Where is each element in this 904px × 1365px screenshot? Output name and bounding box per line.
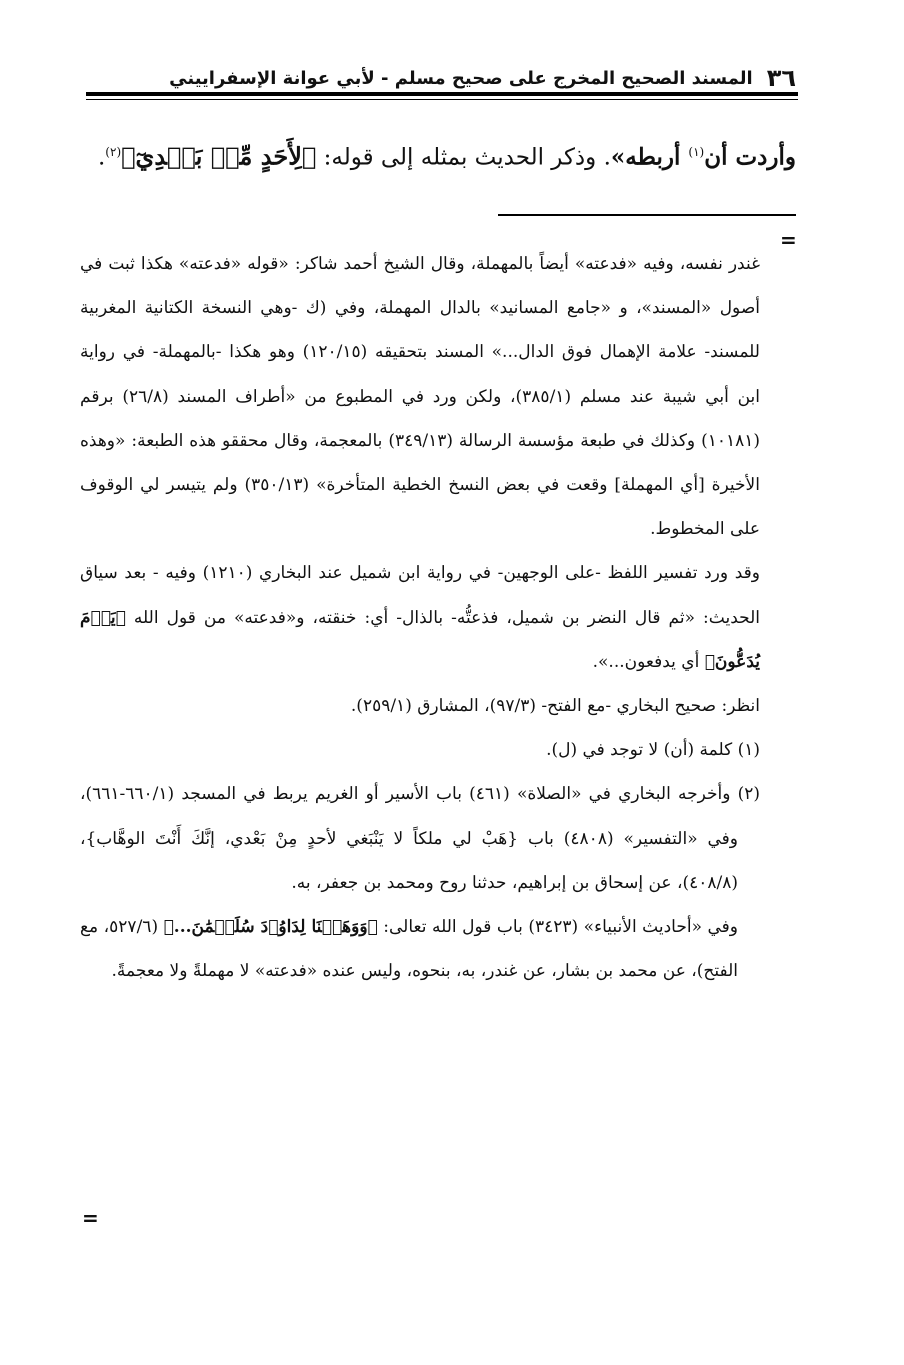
footnote-ref-2: (٢) [105,145,122,159]
quran-verse-inline: ﴿وَوَهَبۡنَا لِدَاوُۥدَ سُلَيۡمَٰنَ...﴾ [163,917,378,938]
continuation-mark-top: = [780,228,797,252]
main-text-opening: وأردت أن [704,143,796,171]
continuation-mark-bottom: = [82,1206,99,1230]
header-rule-thick [86,92,798,96]
main-text [88,124,796,186]
quran-verse-inline: ﴿يَوۡمَ يُدَعُّونَ﴾ [80,607,760,672]
footnote-text: وقد ورد تفسير اللفظ -على الوجهين- في رواية ابن شميل عند البخاري (١٢١٠) وفيه - بعد سياق الحديث: «ثم قال النضر بن شميل، فذعتُّه- بالذال- أي: خنقته، و«فدعته» من قول الله [80,563,761,628]
main-text-body: . وذكر الحديث بمثله إلى قوله: [316,144,611,171]
footnote-2-para-2 [80,905,760,993]
page-header [150,60,796,96]
main-text-period: . [97,144,106,171]
page-number: ٣٦ [766,64,796,92]
header-rule-thin [86,99,798,100]
footnotes [80,242,760,993]
footnote-text: أي يدفعون...». [592,651,705,672]
quran-verse: ﴿لِأَحَدٍ مِّنۢ بَعۡدِيٓ﴾ [121,141,317,171]
footnote-ref-1: (١) [688,145,705,159]
main-text-opening-end: أربطه» [610,143,689,171]
footnote-continuation-para-3: انظر: صحيح البخاري -مع الفتح- (٩٧/٣)، المشارق (٢٥٩/١). [350,696,760,717]
footnote-continuation-para-2 [80,551,760,684]
footnote-1: (١) كلمة (أن) لا توجد في (ل). [546,740,760,761]
footnote-text: (٥٢٧/٦، مع الفتح)، عن محمد بن بشار، عن غندر، به، بنحوه، وليس عنده «فدعته» لا مهملةً ولا معجمةً. [80,917,738,982]
footnote-separator [498,214,796,216]
running-title: المسند الصحيح المخرج على صحيح مسلم - لأبي عوانة الإسفراييني [169,67,753,89]
footnote-2: (٢) وأخرجه البخاري في «الصلاة» (٤٦١) باب الأسير أو الغريم يربط في المسجد (٦٦٠/١-٦٦١)، وفي «التفسير» (٤٨٠٨) باب {هَبْ لي ملكاً لا يَنْبَغي لأحدٍ مِنْ بَعْدي، إنَّكَ أَنْتَ الوهَّاب}، (٤٠٨/٨)، عن إسحاق بن إبراهيم، حدثنا روح ومحمد بن جعفر، به. [80,784,760,893]
footnote-continuation-para-1: غندر نفسه، وفيه «فدعته» أيضاً بالمهملة، وقال الشيخ أحمد شاكر: «قوله «فدعته» هكذا ثبت في أصول «المسند»، و «جامع المسانيد» بالدال المهملة، وفي (ك -وهي النسخة الكتانية المغربية للمسند- علامة الإهمال فوق الدال...» المسند بتحقيقه (١٢٠/١٥) وهو هكذا -بالمهملة- في رواية ابن أبي شيبة عند مسلم (٣٨٥/١)، ولكن ورد في المطبوع من «أطراف المسند (٢٦/٨) برقم (١٠١٨١) وكذلك في طبعة مؤسسة الرسالة (٣٤٩/١٣) بالمعجمة، وقال محققو هذه الطبعة: «وهذه الأخيرة [أي المهملة] وقعت في بعض النسخ الخطية المتأخرة» (٣٥٠/١٣) ولم يتيسر لي الوقوف على المخطوط. [80,254,761,540]
footnote-text: وفي «أحاديث الأنبياء» (٣٤٢٣) باب قول الله تعالى: [377,917,739,938]
